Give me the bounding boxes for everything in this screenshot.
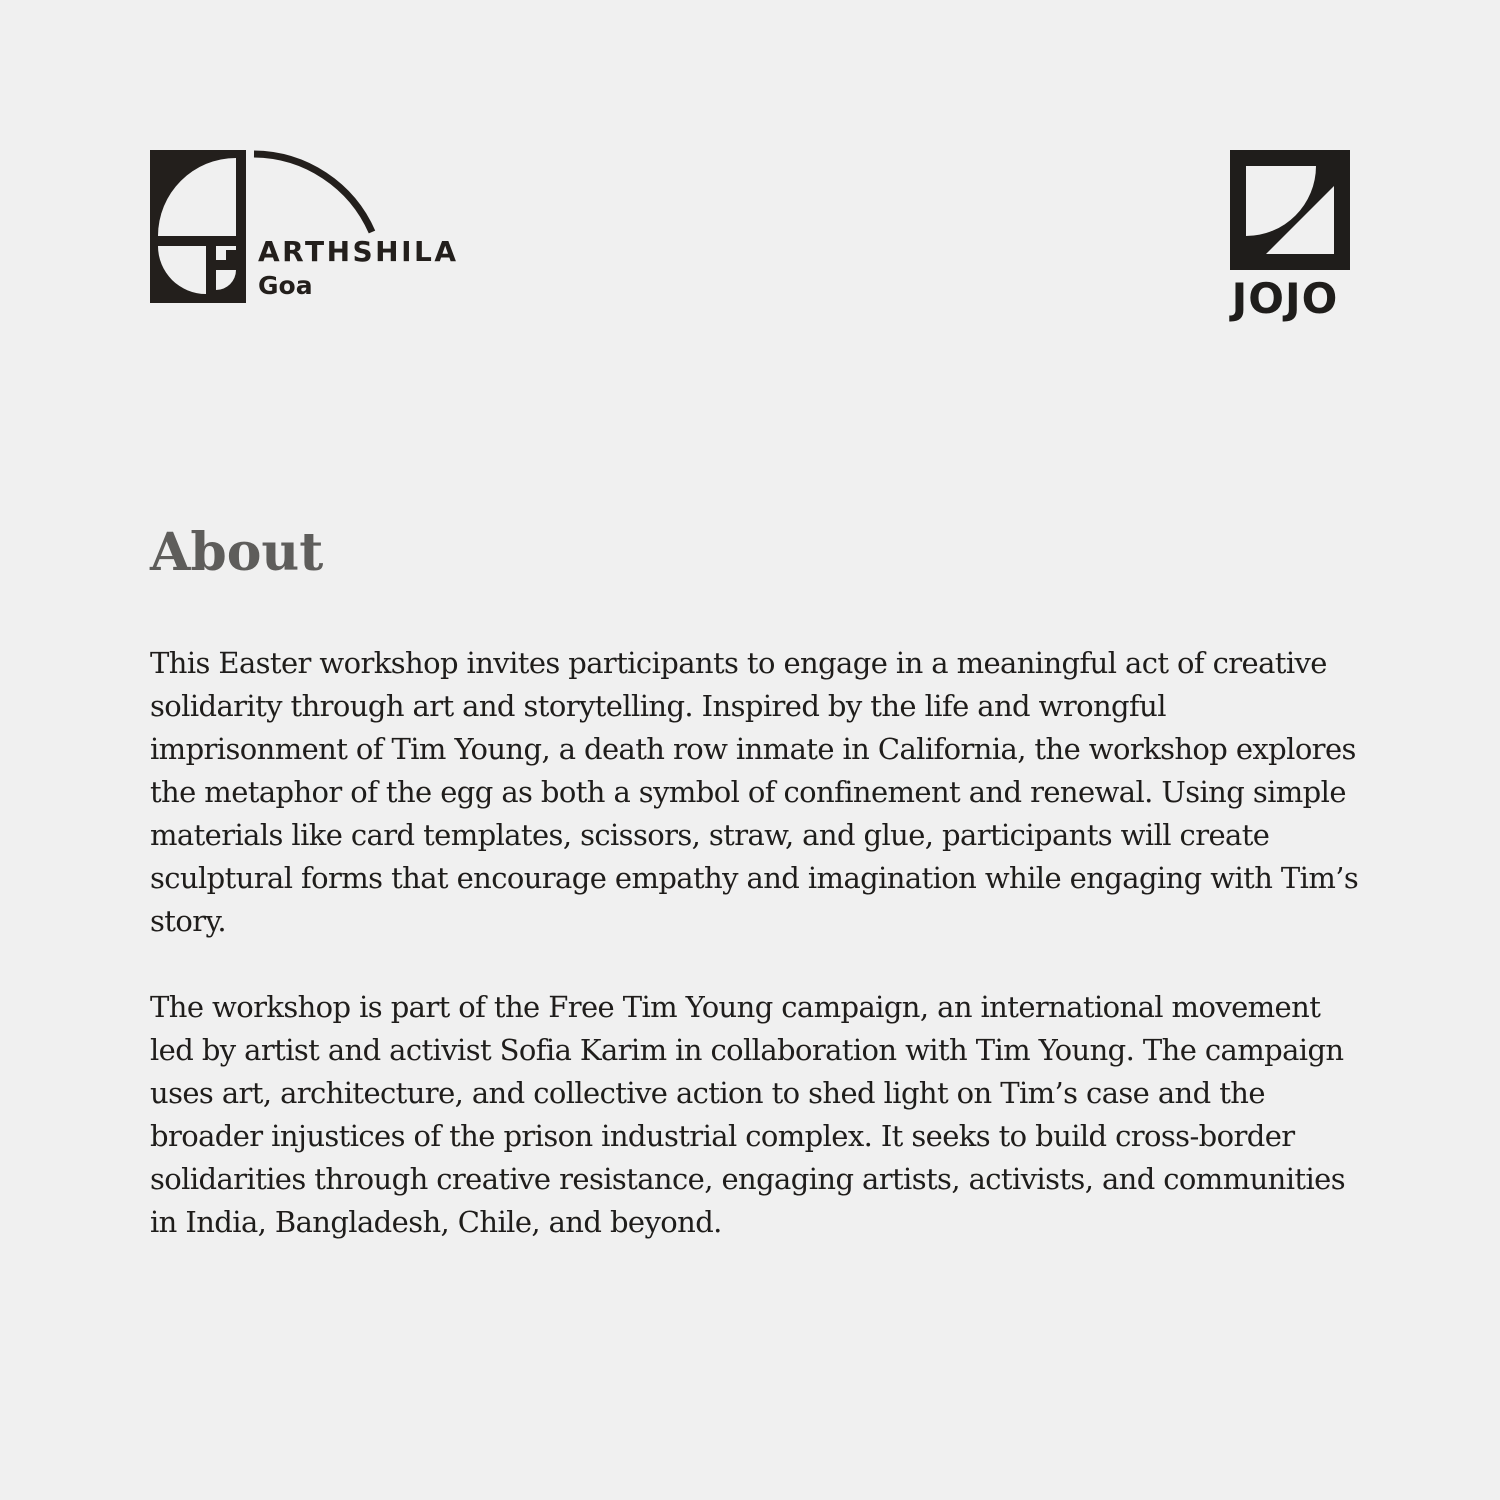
jojo-logo (1220, 150, 1350, 323)
about-paragraph-1: This Easter workshop invites participants to engage in a meaningful act of creative solidarity through art and storytelling. Inspired by the life and wrongful imprisonment of Tim Young, a death row inmate in California, the workshop explores the metaphor of the egg as both a symbol of confinement and renewal. Using simple materials like card templates, scissors, straw, and glue, participants will create sculptural forms that encourage empathy and imagination while engaging with Tim’s story. (150, 646, 1359, 938)
arthshila-name: ARTHSHILA (258, 235, 459, 268)
arthshila-city: Goa (258, 271, 313, 300)
arthshila-logo (150, 150, 470, 310)
jojo-wordmark: JOJO (1231, 274, 1339, 323)
about-heading: About (150, 522, 324, 583)
square-diagonal-icon (1230, 150, 1350, 270)
about-body (150, 642, 1360, 1287)
about-paragraph-2: The workshop is part of the Free Tim Young campaign, an international movement led by artist and activist Sofia Karim in collaboration with Tim Young. The campaign uses art, architecture, and collective action to shed light on Tim’s case and the broader injustices of the prison industrial complex. It seeks to build cross-border solidarities through creative resistance, engaging artists, activists, and communities in India, Bangladesh, Chile, and beyond. (150, 990, 1345, 1239)
